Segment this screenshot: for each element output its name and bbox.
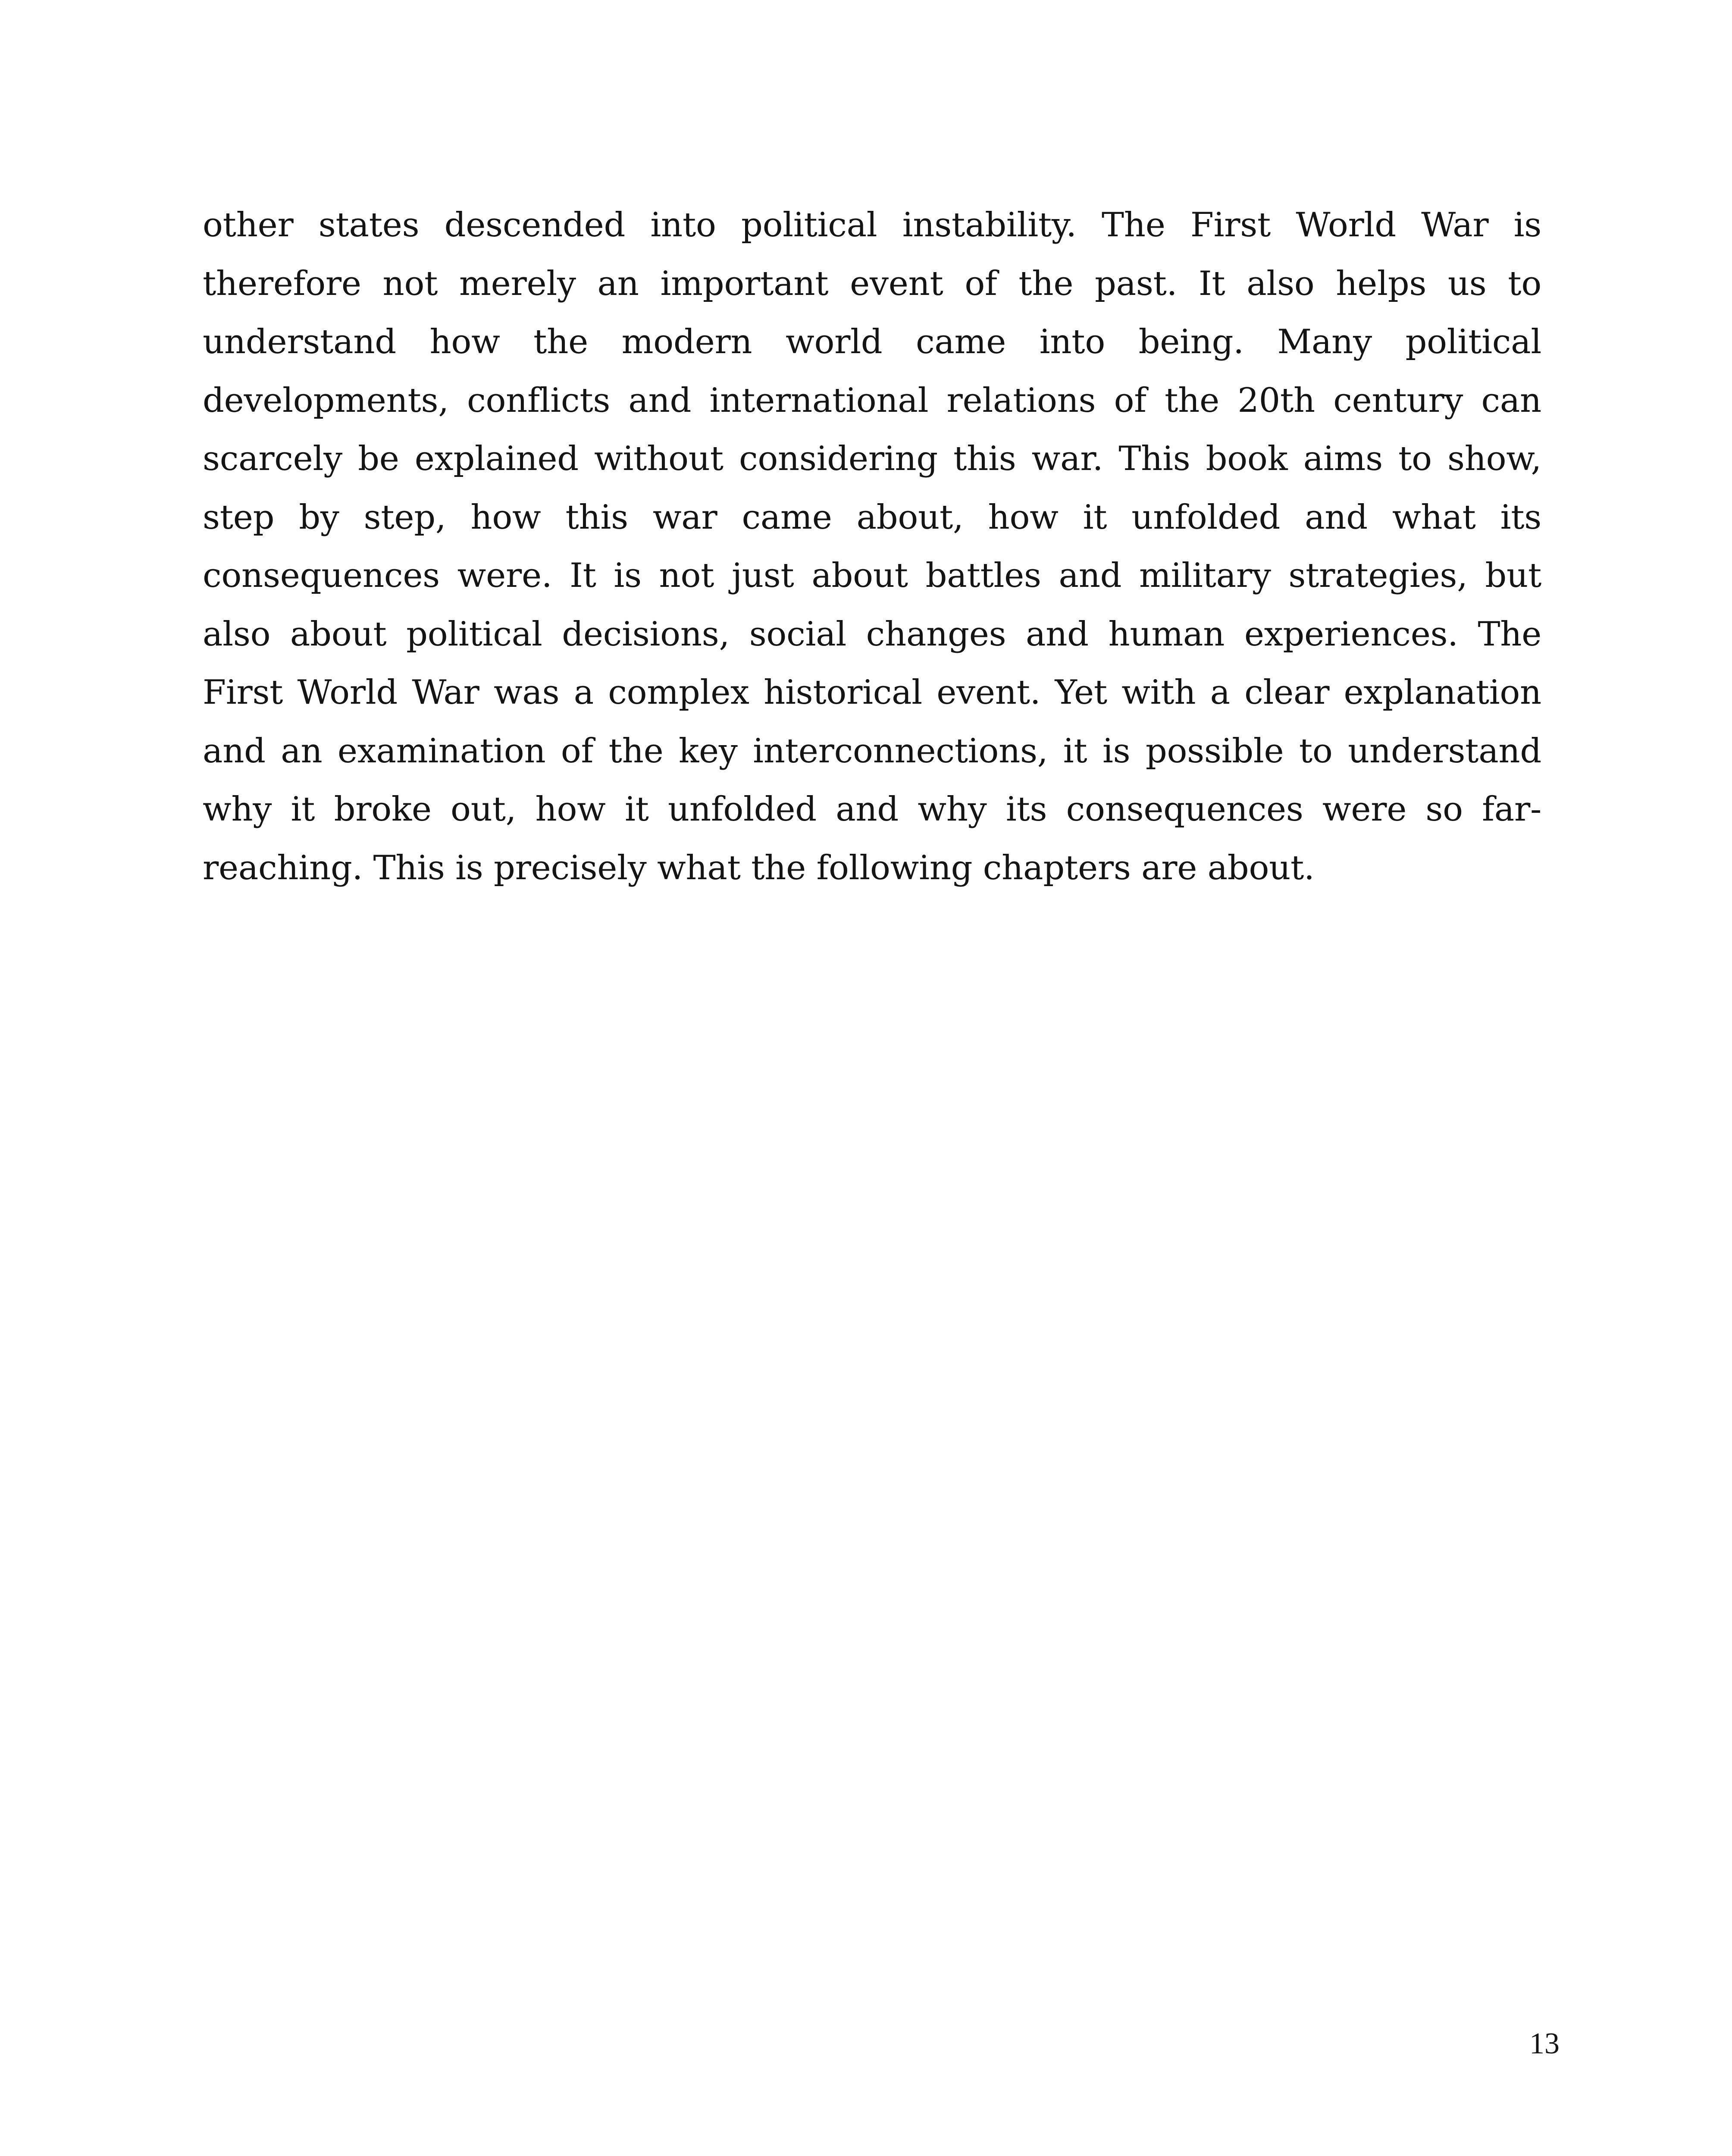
body-paragraph: other states descended into political instability. The First World War is therefore not merely an important event of the past. It also helps us to understand how the modern world came into being. Many political developments, conflicts and international relations of the 20th century can scarcely be explained without considering this war. This book aims to show, step by step, how this war came about, how it unfolded and what its consequences were. It is not just about battles and military strategies, but also about political decisions, social changes and human experiences. The First World War was a complex historical event. Yet with a clear explanation and an examination of the key interconnections, it is possible to understand why it broke out, how it unfolded and why its consequences were so far-reaching. This is precisely what the following chapters are about.	[203, 206, 1541, 887]
page-number: 13	[1529, 2027, 1560, 2060]
